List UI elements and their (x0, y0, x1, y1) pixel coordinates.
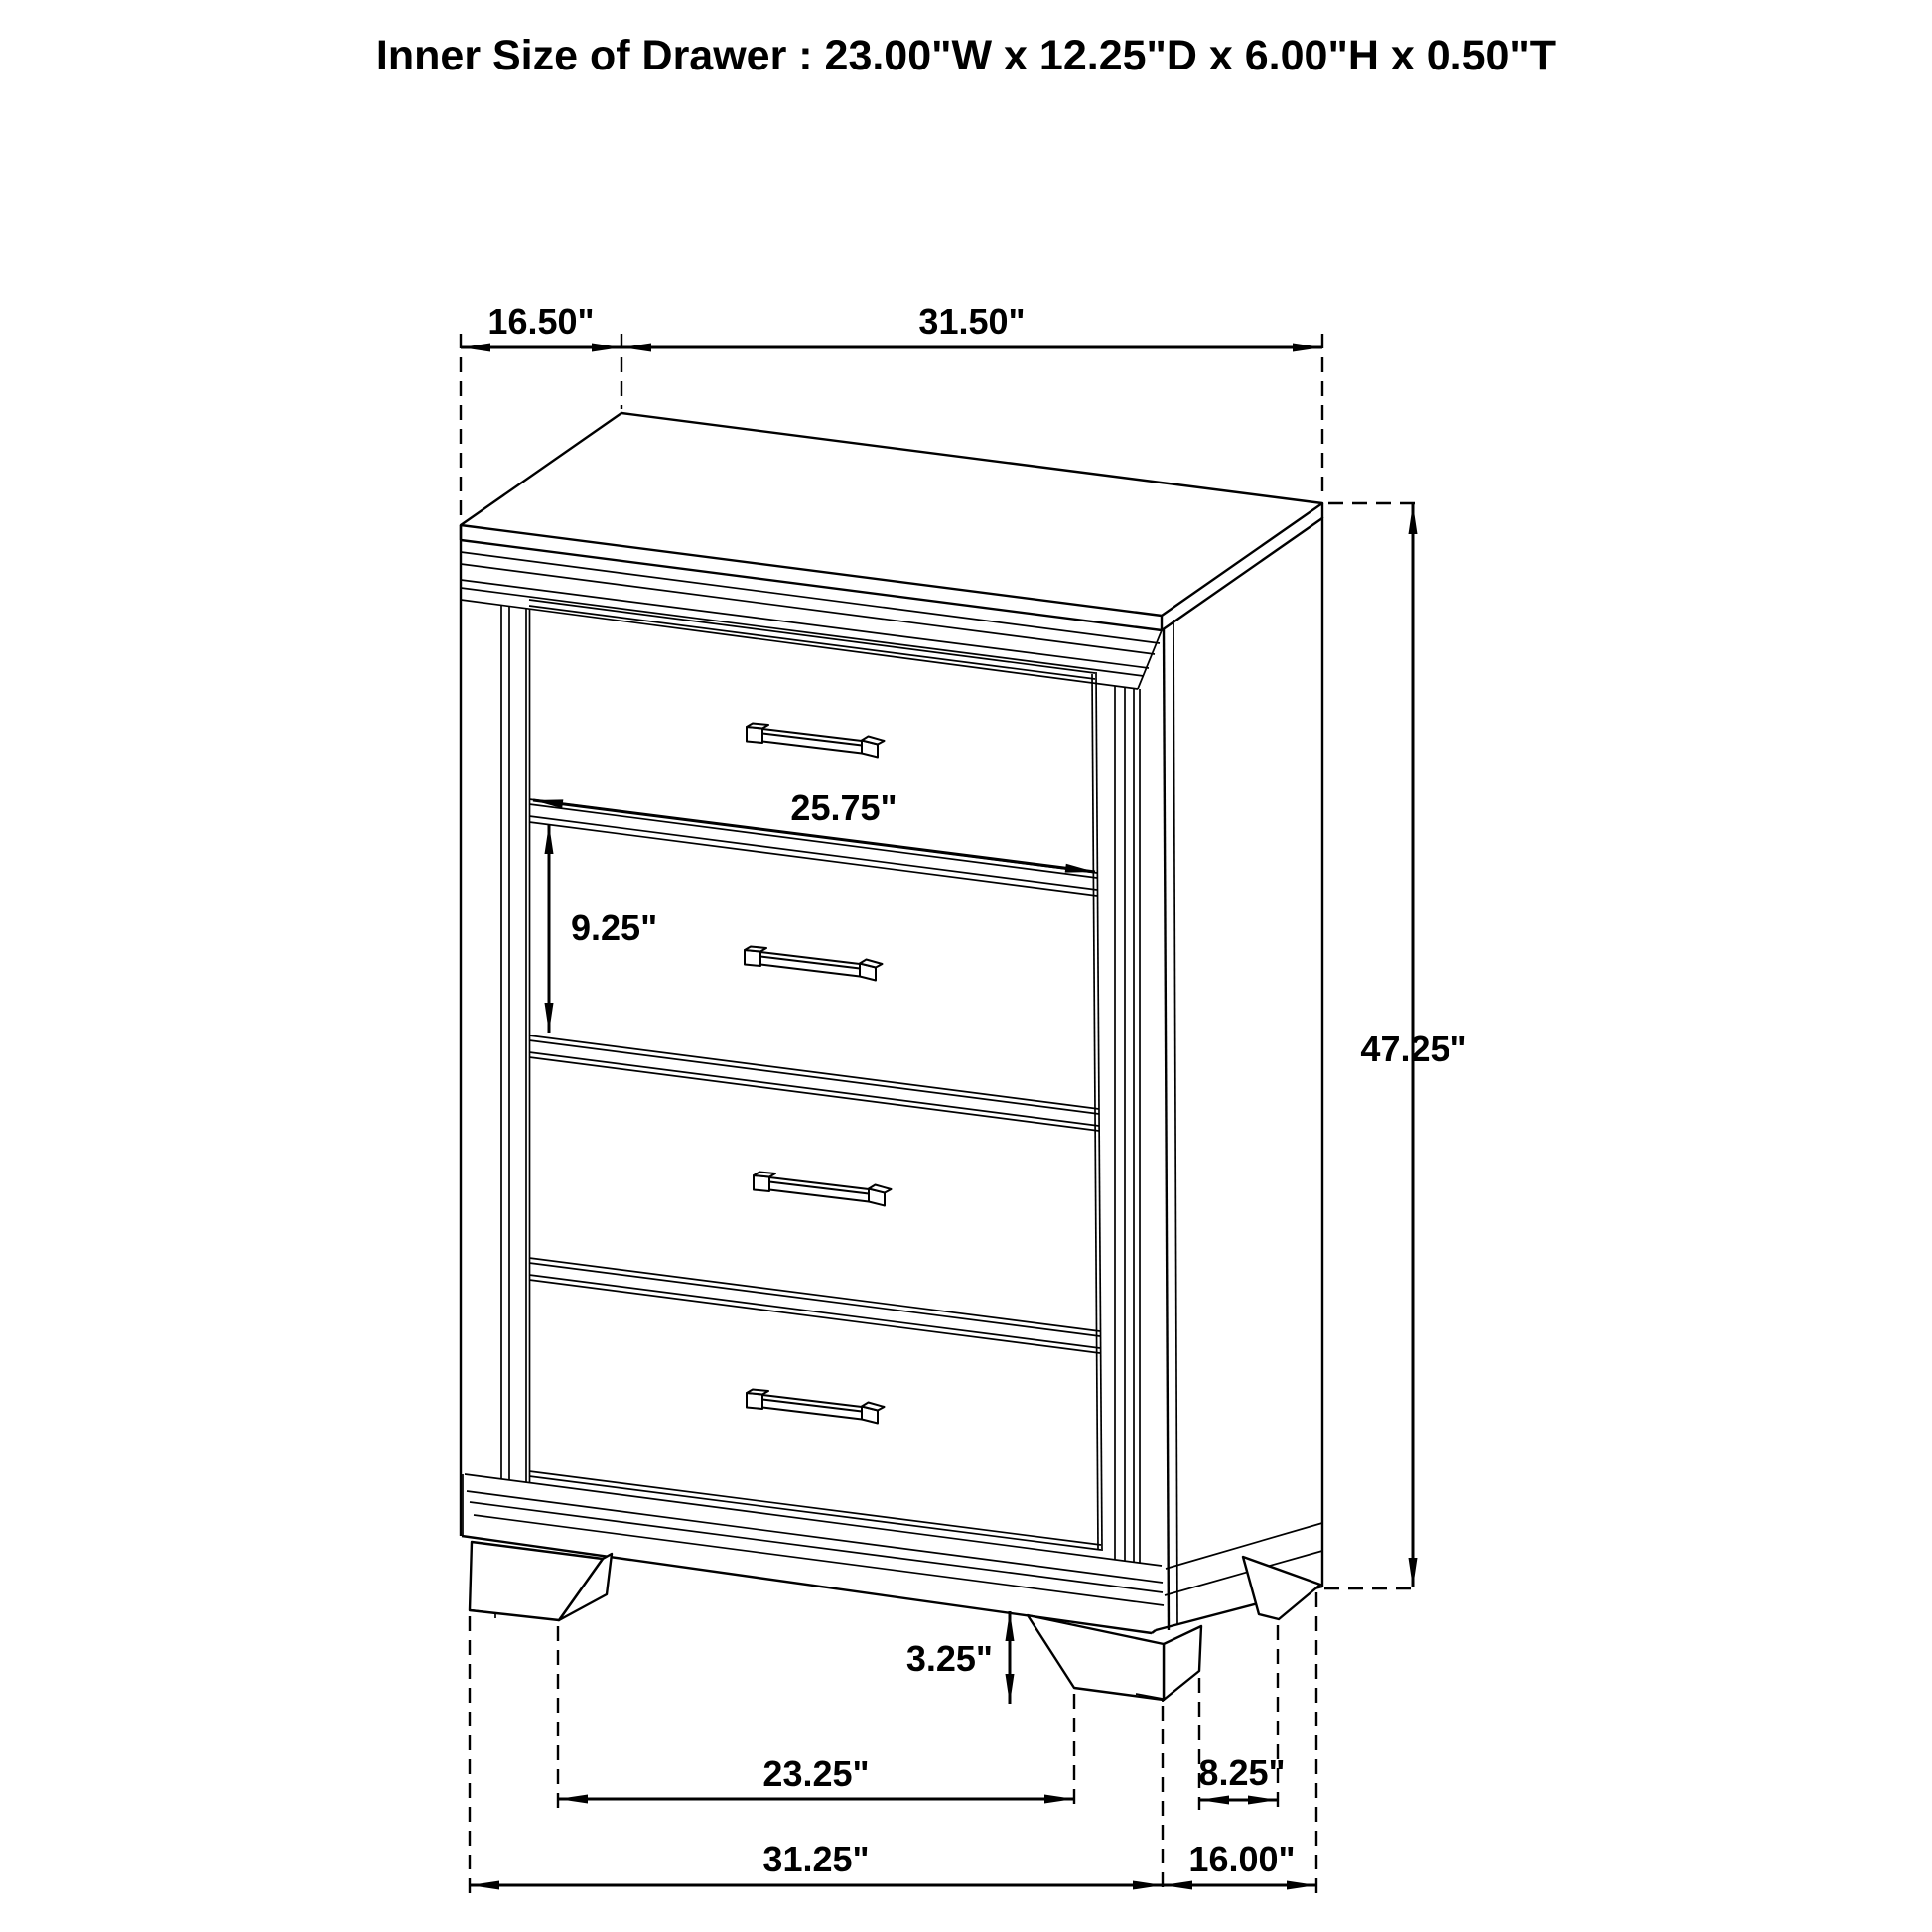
dim-side-leg-gap (1198, 1625, 1285, 1810)
dim-drawer-height-label: 9.25" (571, 907, 658, 948)
dim-leg-height-label: 3.25" (905, 1638, 993, 1679)
side-panel (1152, 517, 1322, 1633)
drawer-1-handle-icon (747, 724, 885, 758)
dim-base-width-label: 31.25" (762, 1839, 870, 1879)
dim-top-depth-label: 16.50" (487, 301, 595, 342)
back-right-leg (1243, 1557, 1320, 1619)
chest-top (461, 413, 1322, 630)
dim-front-leg-span-label: 23.25" (762, 1753, 870, 1794)
dim-drawer-width-label: 25.75" (790, 787, 897, 828)
diagram-title: Inner Size of Drawer : 23.00"W x 12.25"D x 6.00"H x 0.50"T (375, 32, 1557, 79)
dim-front-leg-span (558, 1626, 1074, 1809)
dim-leg-height (906, 1611, 1010, 1704)
drawer-3-handle-icon (754, 1173, 892, 1206)
dim-side-leg-gap-label: 8.25" (1198, 1752, 1286, 1793)
dim-base-depth-label: 16.00" (1188, 1839, 1296, 1879)
drawer-2-handle-icon (745, 947, 883, 981)
drawer-4-handle-icon (747, 1390, 885, 1424)
dim-drawer-height (549, 824, 657, 1033)
dim-overall-height-label: 47.25" (1360, 1029, 1467, 1069)
chest-drawing (461, 413, 1322, 1702)
legs (470, 1542, 1320, 1702)
dim-top-width-label: 31.50" (918, 301, 1026, 342)
dim-overall-height (1324, 503, 1467, 1588)
